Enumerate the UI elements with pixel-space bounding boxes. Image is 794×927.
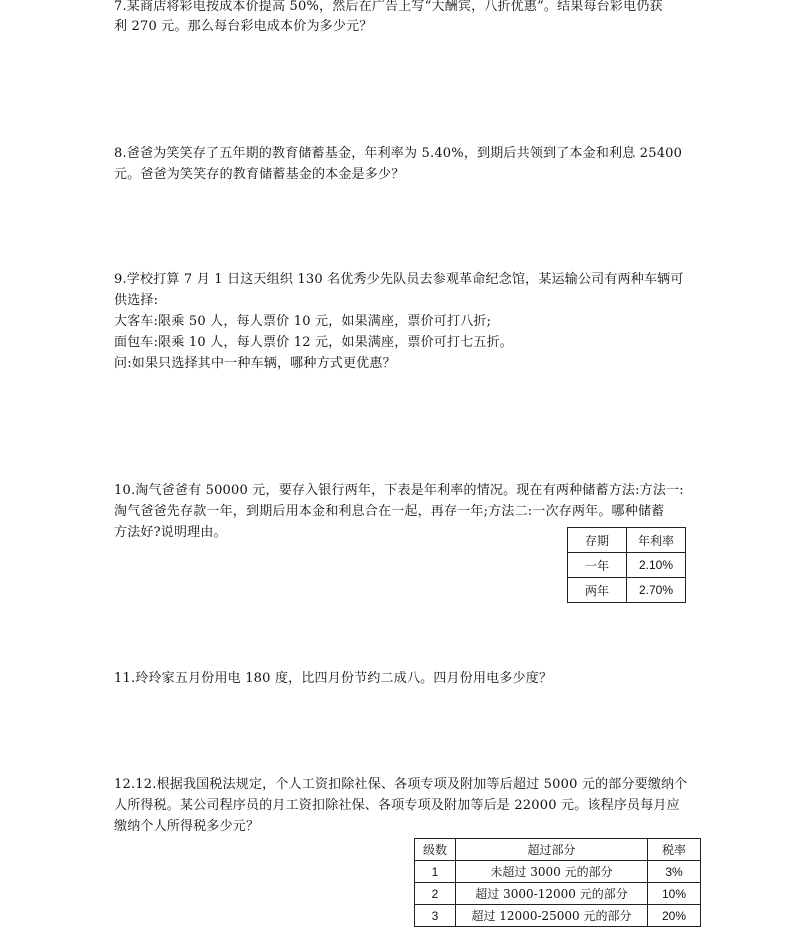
q8-line2: 元。爸爸为笑笑存的教育储蓄基金的本金是多少？ — [114, 167, 405, 182]
table-header-row — [415, 839, 701, 861]
q11-line1: 11.玲玲家五月份用电 180 度，比四月份节约二成八。四月份用电多少度？ — [114, 671, 553, 686]
table-row — [568, 553, 686, 578]
table-cell: 2.70% — [627, 578, 686, 603]
q9-line1: 9.学校打算 7 月 1 日这天组织 130 名优秀少先队员去参观革命纪念馆，某运输公司有两种车辆可 — [114, 272, 684, 287]
table-row — [568, 578, 686, 603]
table-cell: 两年 — [568, 578, 627, 603]
q9-line3: 大客车:限乘 50 人，每人票价 10 元，如果满座，票价可打八折; — [114, 314, 492, 329]
interest-rate-table — [567, 527, 686, 603]
q10-line1: 10.淘气爸爸有 50000 元，要存入银行两年，下表是年利率的情况。现在有两种储蓄方法:方法一: — [114, 483, 684, 498]
table-header-cell: 存期 — [568, 528, 627, 553]
q7-line1: 7.某商店将彩电按成本价提高 50%，然后在广告上写“大酬宾，八折优惠”。结果每台彩电仍获 — [114, 0, 663, 14]
table-header-cell: 年利率 — [627, 528, 686, 553]
table-cell: 2 — [415, 883, 456, 905]
table-cell: 3% — [648, 861, 701, 883]
q12-line3: 缴纳个人所得税多少元？ — [114, 819, 260, 834]
q9-line4: 面包车:限乘 10 人，每人票价 12 元，如果满座，票价可打七五折。 — [114, 335, 513, 350]
table-cell: 20% — [648, 905, 701, 927]
tax-rate-table — [414, 838, 701, 927]
q7-line2: 利 270 元。那么每台彩电成本价为多少元？ — [114, 19, 373, 34]
table-row — [415, 905, 701, 927]
q12-line2: 人所得税。某公司程序员的月工资扣除社保、各项专项及附加等后是 22000 元。该程序员每月应 — [114, 798, 680, 813]
q8-line1: 8.爸爸为笑笑存了五年期的教育储蓄基金，年利率为 5.40%，到期后共领到了本金和利息 25400 — [114, 146, 683, 161]
table-cell: 一年 — [568, 553, 627, 578]
table-row — [415, 861, 701, 883]
q12-line1: 12.12.根据我国税法规定，个人工资扣除社保、各项专项及附加等后超过 5000 元的部分要缴纳个 — [114, 777, 688, 792]
q9-line5: 问:如果只选择其中一种车辆，哪种方式更优惠？ — [114, 356, 396, 371]
table-cell: 10% — [648, 883, 701, 905]
table-cell: 2.10% — [627, 553, 686, 578]
table-cell: 3 — [415, 905, 456, 927]
table-header-cell: 级数 — [415, 839, 456, 861]
table-row — [415, 883, 701, 905]
q10-line3: 方法好?说明理由。 — [114, 525, 227, 540]
q9-line2: 供选择: — [114, 293, 159, 308]
table-cell: 未超过 3000 元的部分 — [456, 861, 648, 883]
table-header-row — [568, 528, 686, 553]
q10-line2: 淘气爸爸先存款一年，到期后用本金和利息合在一起，再存一年;方法二:一次存两年。哪种储蓄 — [114, 504, 665, 519]
table-cell: 1 — [415, 861, 456, 883]
table-cell: 超过 3000-12000 元的部分 — [456, 883, 648, 905]
table-cell: 超过 12000-25000 元的部分 — [456, 905, 648, 927]
table-header-cell: 税率 — [648, 839, 701, 861]
table-header-cell: 超过部分 — [456, 839, 648, 861]
